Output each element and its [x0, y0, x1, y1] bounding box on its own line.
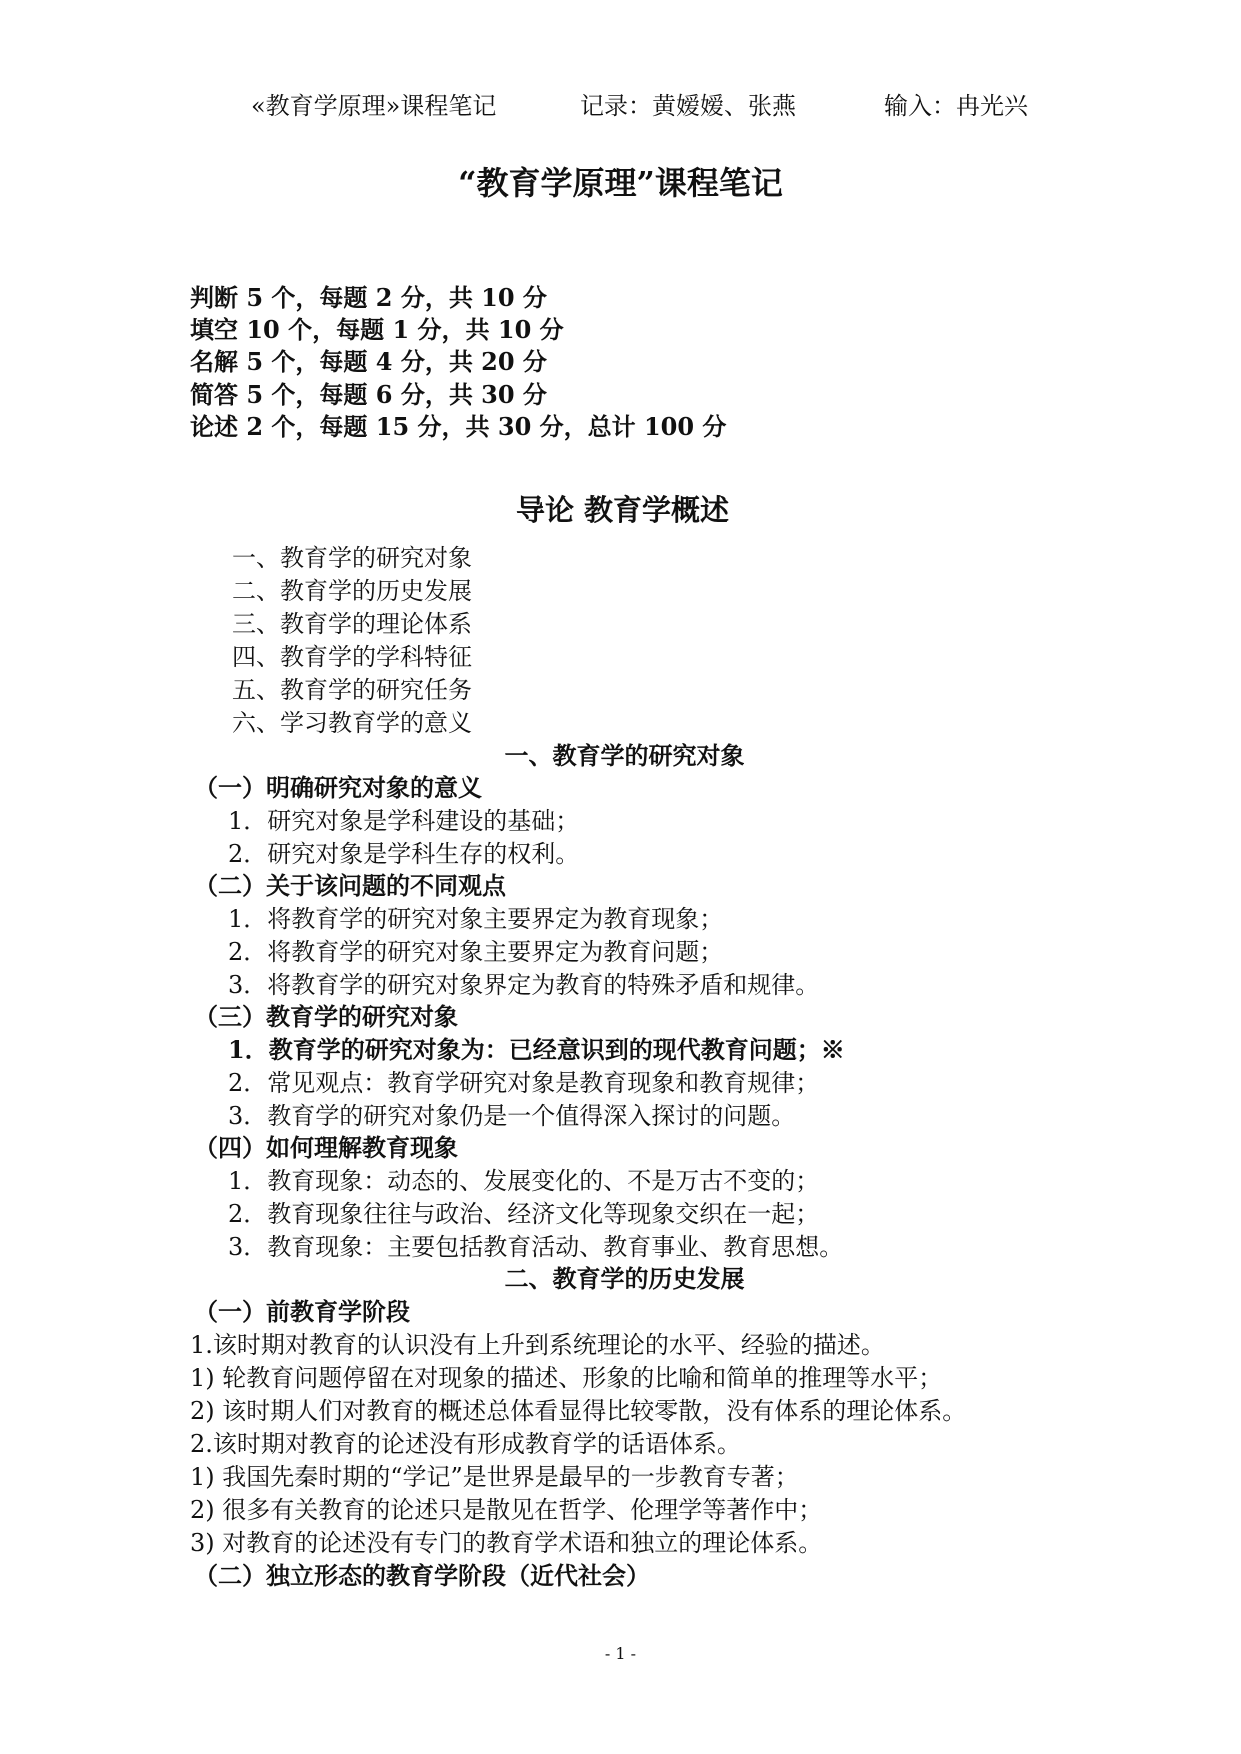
exam-line: 论述 2 个，每题 15 分，共 30 分，总计 100 分 — [190, 412, 727, 441]
toc-item: 一、教育学的研究对象 — [232, 544, 472, 572]
toc-item: 六、学习教育学的意义 — [232, 709, 472, 737]
subsection-heading: （一）明确研究对象的意义 — [194, 773, 482, 802]
page-number: - 1 - — [604, 1644, 637, 1663]
header-recorders: 记录：黄嫒嫒、张燕 — [580, 92, 796, 120]
list-item: 3．教育学的研究对象仍是一个值得深入探讨的问题。 — [228, 1102, 796, 1130]
toc-item: 二、教育学的历史发展 — [232, 577, 472, 605]
subsection-heading: （二）关于该问题的不同观点 — [194, 871, 506, 900]
section-heading-1: 一、教育学的研究对象 — [504, 741, 745, 770]
paragraph-line: 2) 该时期人们对教育的概述总体看显得比较零散，没有体系的理论体系。 — [190, 1397, 967, 1425]
exam-line: 简答 5 个，每题 6 分，共 30 分 — [190, 380, 547, 409]
paragraph-line: 1) 我国先秦时期的“学记”是世界是最早的一步教育专著； — [190, 1463, 799, 1491]
paragraph-line: 2) 很多有关教育的论述只是散见在哲学、伦理学等著作中； — [190, 1496, 823, 1524]
list-item: 1．教育现象：动态的、发展变化的、不是万古不变的； — [228, 1167, 820, 1195]
section-heading-intro: 导论 教育学概述 — [515, 493, 730, 527]
paragraph-line: 1.该时期对教育的认识没有上升到系统理论的水平、经验的描述。 — [190, 1331, 885, 1359]
section-heading-2: 二、教育学的历史发展 — [504, 1264, 745, 1293]
subsection-heading: （二）独立形态的教育学阶段（近代社会） — [194, 1561, 650, 1590]
exam-line: 名解 5 个，每题 4 分，共 20 分 — [190, 347, 547, 376]
list-item: 3．将教育学的研究对象界定为教育的特殊矛盾和规律。 — [228, 971, 820, 999]
toc-item: 三、教育学的理论体系 — [232, 610, 472, 638]
list-item: 2．常见观点：教育学研究对象是教育现象和教育规律； — [228, 1069, 820, 1097]
header-input: 输入：冉光兴 — [884, 92, 1028, 120]
list-item: 1．研究对象是学科建设的基础； — [228, 807, 580, 835]
list-item: 2．研究对象是学科生存的权利。 — [228, 840, 580, 868]
exam-line: 判断 5 个，每题 2 分，共 10 分 — [190, 283, 547, 312]
paragraph-line: 1) 轮教育问题停留在对现象的描述、形象的比喻和简单的推理等水平； — [190, 1364, 943, 1392]
list-item-key: 1．教育学的研究对象为：已经意识到的现代教育问题；※ — [228, 1035, 845, 1064]
subsection-heading: （三）教育学的研究对象 — [194, 1002, 458, 1031]
toc-item: 四、教育学的学科特征 — [232, 643, 472, 671]
exam-line: 填空 10 个，每题 1 分，共 10 分 — [190, 315, 564, 344]
list-item: 2．将教育学的研究对象主要界定为教育问题； — [228, 938, 724, 966]
subsection-heading: （四）如何理解教育现象 — [194, 1133, 458, 1162]
paragraph-line: 2.该时期对教育的论述没有形成教育学的话语体系。 — [190, 1430, 741, 1458]
paragraph-line: 3) 对教育的论述没有专门的教育学术语和独立的理论体系。 — [190, 1529, 823, 1557]
list-item: 2．教育现象往往与政治、经济文化等现象交织在一起； — [228, 1200, 820, 1228]
list-item: 1．将教育学的研究对象主要界定为教育现象； — [228, 905, 724, 933]
list-item: 3．教育现象：主要包括教育活动、教育事业、教育思想。 — [228, 1233, 844, 1261]
toc-item: 五、教育学的研究任务 — [232, 676, 472, 704]
page-title: “教育学原理”课程笔记 — [458, 164, 783, 202]
header-course: «教育学原理»课程笔记 — [251, 92, 497, 120]
subsection-heading: （一）前教育学阶段 — [194, 1297, 410, 1326]
